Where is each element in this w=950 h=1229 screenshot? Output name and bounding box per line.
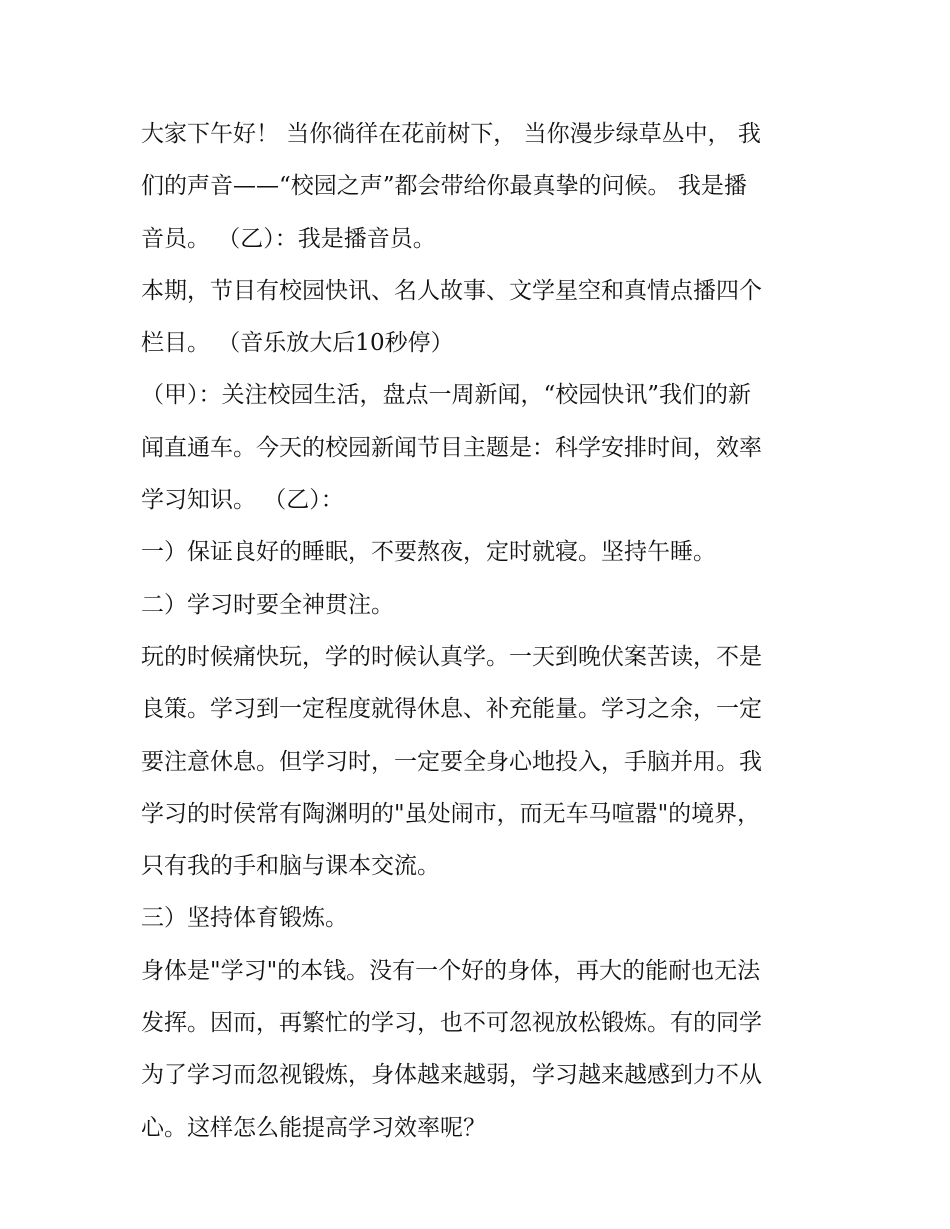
- text-line: 二）学习时要全神贯注。: [141, 591, 394, 618]
- text-line: 栏目。 （音乐放大后10秒停）: [141, 330, 454, 357]
- text-line: 发挥。因而，再繁忙的学习，也不可忽视放松锻炼。有的同学: [141, 1010, 762, 1037]
- text-line: 为了学习而忽视锻炼，身体越来越弱，学习越来越感到力不从: [141, 1062, 762, 1089]
- text-line: 们的声音——“校园之声”都会带给你最真挚的问候。 我是播: [141, 173, 747, 200]
- text-line: 良策。学习到一定程度就得休息、补充能量。学习之余，一定: [141, 696, 762, 723]
- text-line: 闻直通车。今天的校园新闻节目主题是：科学安排时间，效率: [141, 434, 762, 461]
- text-line: 玩的时候痛快玩，学的时候认真学。一天到晚伏案苦读，不是: [141, 643, 762, 670]
- text-line: 本期，节目有校园快讯、名人故事、文学星空和真情点播四个: [141, 277, 762, 304]
- text-line: 学习的时侯常有陶渊明的"虽处闹市，而无车马喧嚣"的境界，: [141, 800, 761, 827]
- text-line: 只有我的手和脑与课本交流。: [141, 853, 440, 880]
- text-line: 学习知识。 （乙）：: [141, 487, 344, 514]
- document-body: [141, 108, 813, 1154]
- text-line: 三）坚持体育锻炼。: [141, 905, 348, 932]
- text-line: （甲）：关注校园生活，盘点一周新闻，“校园快讯”我们的新: [141, 382, 752, 409]
- text-line: 大家下午好！ 当你徜徉在花前树下， 当你漫步绿草丛中， 我: [141, 121, 761, 147]
- text-line: 心。这样怎么能提高学习效率呢？: [141, 1114, 486, 1141]
- text-line: 要注意休息。但学习时，一定要全身心地投入，手脑并用。我: [141, 748, 762, 775]
- text-line: 一）保证良好的睡眠，不要熬夜，定时就寝。坚持午睡。: [141, 539, 716, 566]
- text-line: 音员。 （乙）：我是播音员。: [141, 225, 436, 252]
- text-line: 身体是"学习"的本钱。没有一个好的身体，再大的能耐也无法: [141, 957, 761, 984]
